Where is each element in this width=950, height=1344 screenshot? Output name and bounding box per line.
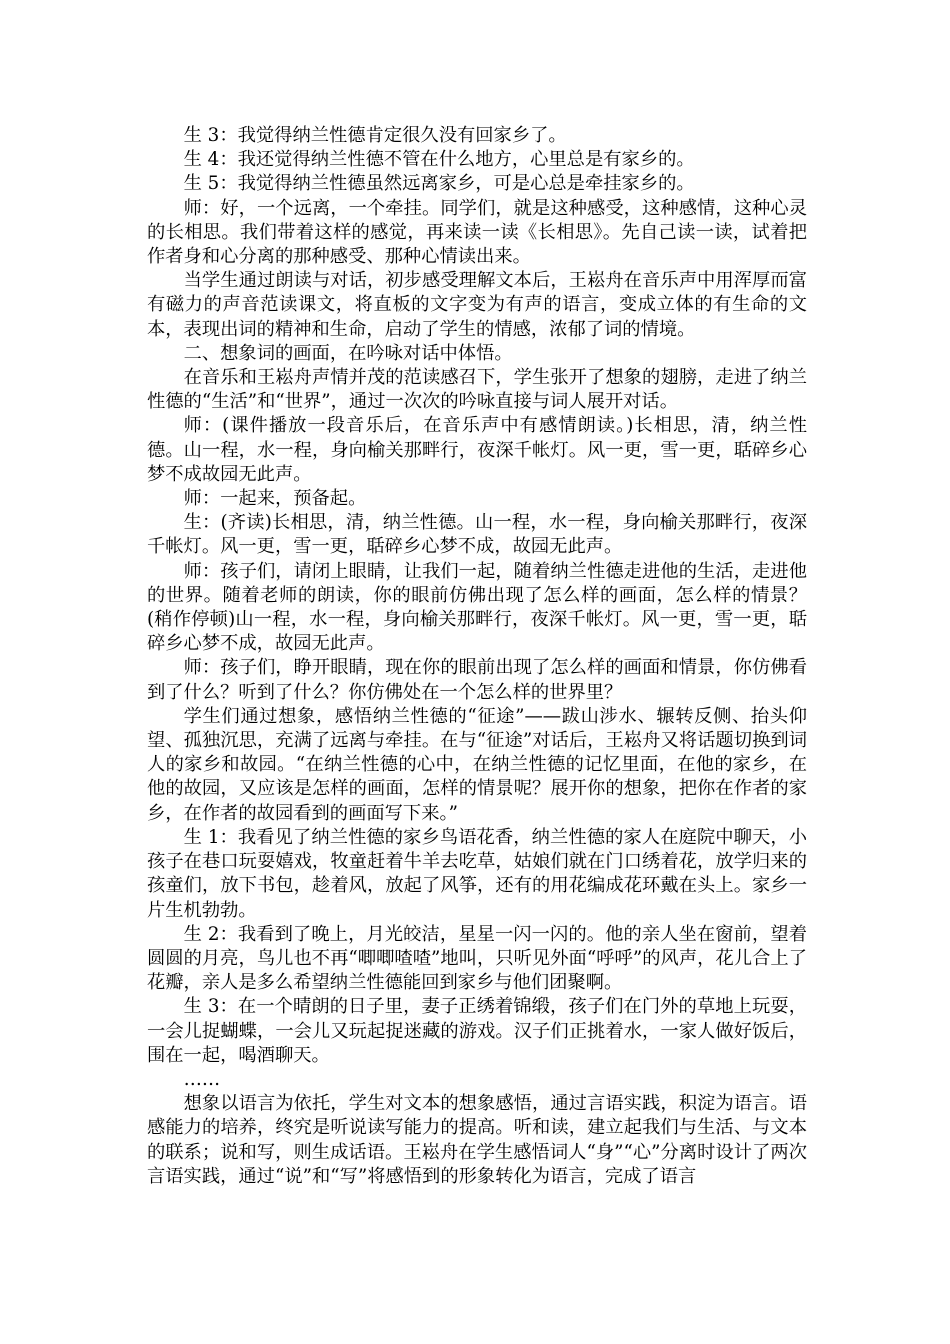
paragraph: 生 5：我觉得纳兰性德虽然远离家乡，可是心总是牵挂家乡的。 [183,173,695,195]
paragraph: 生 3：我觉得纳兰性德肯定很久没有回家乡了。 [183,125,567,146]
section-heading: 二、想象词的画面，在吟咏对话中体悟。 [183,342,513,364]
paragraph: 生 3：在一个晴朗的日子里，妻子正绣着锦缎，孩子们在门外的草地上玩耍，一会儿捉蝴蝶，一会儿又玩起捉迷藏的游戏。汉子们正挑着水，一家人做好饭后，围在一起，喝酒聊天。 [147,996,807,1066]
paragraph: 师：孩子们，请闭上眼睛，让我们一起，随着纳兰性德走进他的生活，走进他的世界。随着老师的朗读，你的眼前仿佛出现了怎么样的画面，怎么样的情景？(稍作停顿)山一程，水一程，身向榆关那畔行，夜深千帐灯。风一更，雪一更，聒碎乡心梦不成，故园无此声。 [147,560,807,655]
paragraph: 师：一起来，预备起。 [183,488,367,510]
paragraph: 生 2：我看到了晚上，月光皎洁，星星一闪一闪的。他的亲人坐在窗前，望着圆圆的月亮，鸟儿也不再“唧唧喳喳”地叫，只听见外面“呼呼”的风声，花儿合上了花瓣，亲人是多么希望纳兰性德能回到家乡与他们团聚啊。 [147,923,807,994]
paragraph: 师：(课件播放一段音乐后，在音乐声中有感情朗读。)长相思，清，纳兰性德。山一程，水一程，身向榆关那畔行，夜深千帐灯。风一更，雪一更，聒碎乡心梦不成故园无此声。 [147,415,807,485]
paragraph: 生 4：我还觉得纳兰性德不管在什么地方，心里总是有家乡的。 [183,149,695,171]
paragraph: 生：(齐读)长相思，清，纳兰性德。山一程，水一程，身向榆关那畔行，夜深千帐灯。风一更，雪一更，聒碎乡心梦不成，故园无此声。 [147,512,807,558]
ellipsis: …… [183,1068,221,1090]
document-body [147,124,807,1189]
paragraph: 在音乐和王崧舟声情并茂的范读感召下，学生张开了想象的翅膀，走进了纳兰性德的“生活”和“世界”，通过一次次的吟咏直接与词人展开对话。 [147,367,807,413]
paragraph: 学生们通过想象，感悟纳兰性德的“征途”——跋山涉水、辗转反侧、抬头仰望、孤独沉思，充满了远离与牵挂。在与“征途”对话后，王崧舟又将话题切换到词人的家乡和故园。“在纳兰性德的心中，在纳兰性德的记忆里面，在他的家乡，在他的故园，又应该是怎样的画面，怎样的情景呢？展开你的想象，把你在作者的家乡，在作者的故园看到的画面写下来。” [147,705,807,824]
paragraph: 想象以语言为依托，学生对文本的想象感悟，通过言语实践，积淀为语言。语感能力的培养，终究是听说读写能力的提高。听和读，建立起我们与生活、与文本的联系；说和写，则生成话语。王崧舟在学生感悟词人“身”“心”分离时设计了两次言语实践，通过“说”和“写”将感悟到的形象转化为语言，完成了语言 [147,1093,807,1187]
paragraph: 师：孩子们，睁开眼睛，现在你的眼前出现了怎么样的画面和情景，你仿佛看到了什么？听到了什么？你仿佛处在一个怎么样的世界里？ [147,657,807,703]
paragraph: 当学生通过朗读与对话，初步感受理解文本后，王崧舟在音乐声中用浑厚而富有磁力的声音范读课文，将直板的文字变为有声的语言，变成立体的有生命的文本，表现出词的精神和生命，启动了学生的情感，浓郁了词的情境。 [147,270,807,340]
paragraph: 师：好，一个远离，一个牵挂。同学们，就是这种感受，这种感情，这种心灵的长相思。我们带着这样的感觉，再来读一读《长相思》。先自己读一读，试着把作者身和心分离的那种感受、那种心情读出来。 [147,197,807,268]
paragraph: 生 1：我看见了纳兰性德的家乡鸟语花香，纳兰性德的家人在庭院中聊天，小孩子在巷口玩耍嬉戏，牧童赶着牛羊去吃草，姑娘们就在门口绣着花，放学归来的孩童们，放下书包，趁着风，放起了风筝，还有的用花编成花环戴在头上。家乡一片生机勃勃。 [147,826,807,921]
